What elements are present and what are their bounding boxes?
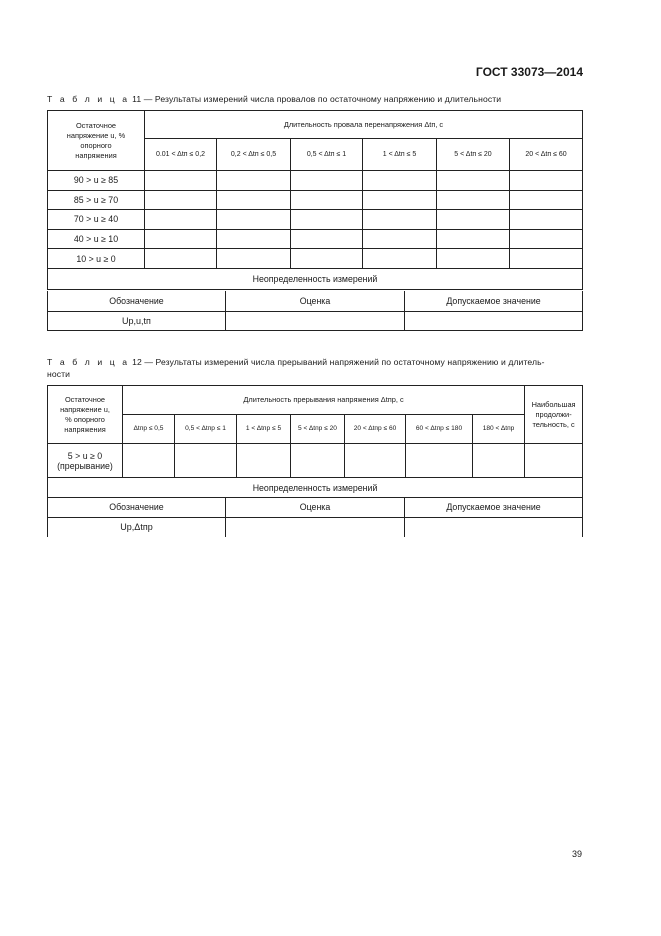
page-number: 39: [571, 849, 582, 859]
t11-rh-line2: напряжение u, %: [66, 130, 126, 140]
table-11: [47, 110, 583, 290]
t12-rh-line1: Остаточное: [64, 394, 106, 404]
t12-lh-line2: продолжи-: [535, 409, 572, 419]
t12-unc-col-3: Допускаемое значение: [405, 497, 583, 517]
t12-col-2: 0,5 < Δtпр ≤ 1: [175, 415, 237, 444]
t11-col-3: 0,5 < Δtп ≤ 1: [291, 139, 363, 171]
t11-unc-col-3: Допускаемое значение: [405, 291, 583, 311]
table11-group-header: Длительность провала перенапряжения Δtп, с: [145, 111, 583, 139]
table12-last-header: [525, 386, 583, 444]
t12-col-7: 180 < Δtпр: [473, 415, 525, 444]
table12-caption: [47, 356, 545, 380]
t11-row-label-2: 85 > u ≥ 70: [48, 190, 145, 210]
table-12: [47, 385, 583, 498]
t11-col-4: 1 < Δtп ≤ 5: [363, 139, 437, 171]
t11-col-5: 5 < Δtп ≤ 20: [437, 139, 510, 171]
t11-col-6: 20 < Δtп ≤ 60: [510, 139, 583, 171]
table12-caption-text: 12 — Результаты измерений числа прерываний напряжений по остаточному напряжению и длитель-: [132, 357, 545, 367]
t12-row-label-line2: (прерывание): [57, 460, 113, 471]
t11-rh-line1: Остаточное: [75, 120, 117, 130]
t12-row-label-1: [48, 444, 123, 478]
table-row: [48, 444, 583, 478]
t12-col-3: 1 < Δtпр ≤ 5: [237, 415, 291, 444]
t12-lh-line1: Наибольшая: [531, 399, 576, 409]
table-11-uncertainty: [47, 291, 583, 331]
t11-row-label-1: 90 > u ≥ 85: [48, 171, 145, 191]
table-row: [48, 249, 583, 269]
table-row: [48, 171, 583, 191]
t11-col-2: 0,2 < Δtп ≤ 0,5: [217, 139, 291, 171]
t12-col-1: Δtпр ≤ 0,5: [123, 415, 175, 444]
t11-unc-symbol: Up,u,tп: [48, 311, 226, 330]
table11-caption-prefix: Т а б л и ц а: [47, 94, 130, 104]
document-standard-header: ГОСТ 33073—2014: [475, 65, 583, 79]
t11-row-label-5: 10 > u ≥ 0: [48, 249, 145, 269]
t11-rh-line3: опорного: [80, 140, 112, 150]
table11-caption: [47, 93, 501, 105]
t12-uncertainty-title: Неопределенность измерений: [48, 478, 583, 498]
table12-group-header: Длительность прерывания напряжения Δtпр, с: [123, 386, 525, 415]
table-row: [48, 229, 583, 249]
t12-col-4: 5 < Δtпр ≤ 20: [291, 415, 345, 444]
t12-col-6: 60 < Δtпр ≤ 180: [406, 415, 473, 444]
t12-unc-col-2: Оценка: [226, 497, 405, 517]
t11-unc-col-1: Обозначение: [48, 291, 226, 311]
t11-uncertainty-title: Неопределенность измерений: [48, 268, 583, 289]
table11-rowheader: [48, 111, 145, 171]
table12-caption-cont: ности: [47, 369, 71, 379]
table-row: [48, 210, 583, 230]
t11-unc-col-2: Оценка: [226, 291, 405, 311]
t11-row-label-4: 40 > u ≥ 10: [48, 229, 145, 249]
t12-lh-line3: тельность, с: [532, 419, 575, 429]
t11-col-1: 0.01 < Δtп ≤ 0,2: [145, 139, 217, 171]
t12-rh-line2: напряжение u,: [60, 404, 110, 414]
table-12-uncertainty: [47, 497, 583, 537]
t12-unc-symbol: Up,Δtпр: [48, 517, 226, 537]
table11-caption-text: 11 — Результаты измерений числа провалов по остаточному напряжению и длительности: [132, 94, 502, 104]
t11-rh-line4: напряжения: [75, 150, 117, 160]
t12-unc-col-1: Обозначение: [48, 497, 226, 517]
table12-rowheader: [48, 386, 123, 444]
t12-rh-line4: напряжения: [64, 424, 106, 434]
t12-rh-line3: % опорного: [65, 414, 105, 424]
table-row: [48, 190, 583, 210]
t11-row-label-3: 70 > u ≥ 40: [48, 210, 145, 230]
t12-row-label-line1: 5 > u ≥ 0: [67, 450, 103, 461]
table12-caption-prefix: Т а б л и ц а: [47, 357, 130, 367]
t12-col-5: 20 < Δtпр ≤ 60: [345, 415, 406, 444]
